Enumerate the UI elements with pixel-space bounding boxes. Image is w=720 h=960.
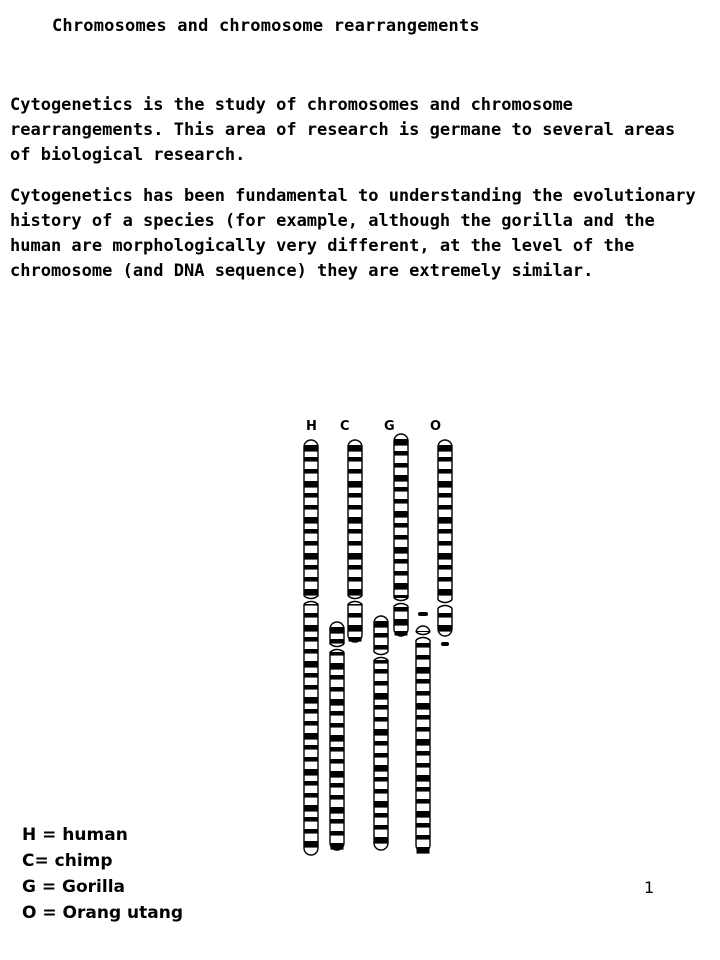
chromosome-gorilla-b — [373, 616, 389, 850]
chromosome-human — [303, 440, 319, 855]
legend-item-gorilla: G = Gorilla — [22, 877, 126, 897]
chromosome-orang-b — [415, 626, 431, 854]
page-number: 1 — [644, 878, 655, 897]
label-chimp: C — [340, 419, 350, 434]
label-human: H — [306, 419, 317, 434]
chromosome-chimp-a — [347, 440, 363, 642]
paragraph-intro: Cytogenetics is the study of chromosomes and chromosome rearrangements. This area of research is germane to several areas of biological research. — [10, 95, 676, 165]
label-gorilla: G — [384, 419, 395, 434]
chromosome-chimp-b — [329, 622, 345, 850]
slide-title: Chromosomes and chromosome rearrangements — [52, 16, 480, 36]
chromosome-orang-a — [437, 440, 453, 636]
legend-item-orang: O = Orang utang — [22, 903, 184, 923]
paragraph-evolution: Cytogenetics has been fundamental to understanding the evolutionary history of a species (for example, although the gorilla and the human are morphologically very different, at the level of the chromosome (and DNA sequence) they are extremely similar. — [10, 186, 696, 281]
legend-item-human: H = human — [22, 825, 128, 845]
legend-item-chimp: C= chimp — [22, 851, 113, 871]
label-orang: O — [430, 419, 442, 434]
chromosome-gorilla-a — [393, 434, 409, 636]
species-legend — [22, 822, 183, 926]
chromosome-comparison-figure — [290, 410, 470, 860]
